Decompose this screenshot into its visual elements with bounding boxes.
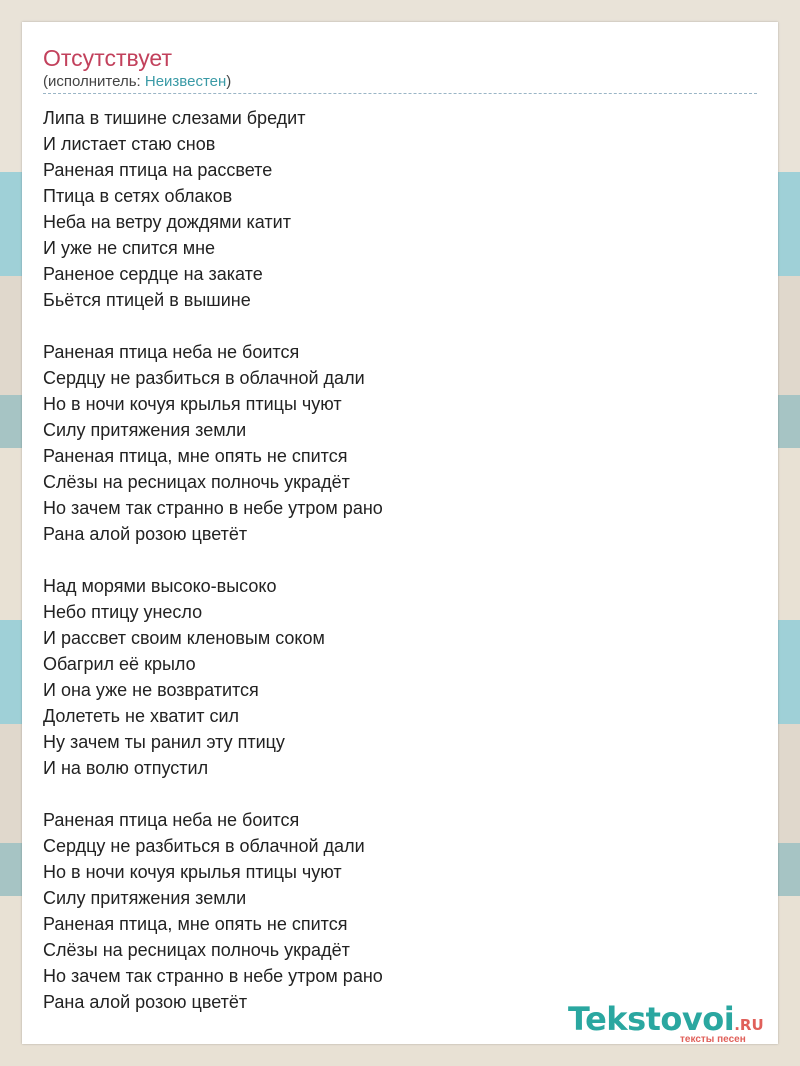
lyrics-stanza xyxy=(43,105,743,313)
logo-suffix: .RU xyxy=(734,1016,764,1034)
lyrics-line: Липа в тишине слезами бредит xyxy=(43,108,306,128)
artist-suffix: ) xyxy=(226,73,232,90)
lyrics-line: Неба на ветру дождями катит xyxy=(43,212,291,232)
title-divider xyxy=(43,93,757,94)
lyrics-line: Сердцу не разбиться в облачной дали xyxy=(43,368,365,388)
lyrics-line: Но зачем так странно в небе утром рано xyxy=(43,966,383,986)
lyrics-line: Ну зачем ты ранил эту птицу xyxy=(43,732,285,752)
logo-name: Tekstovoi xyxy=(568,1000,735,1038)
logo-tagline: тексты песен xyxy=(680,1034,746,1045)
artist-prefix: (исполнитель: xyxy=(43,73,145,90)
lyrics-line: Раненая птица, мне опять не спится xyxy=(43,914,348,934)
lyrics-line: И на волю отпустил xyxy=(43,758,209,778)
lyrics-body xyxy=(43,105,743,1041)
lyrics-line: Долететь не хватит сил xyxy=(43,706,240,726)
lyrics-stanza xyxy=(43,339,743,547)
lyrics-line: Но в ночи кочуя крылья птицы чуют xyxy=(43,394,342,414)
lyrics-line: Сердцу не разбиться в облачной дали xyxy=(43,836,365,856)
lyrics-line: Силу притяжения земли xyxy=(43,420,247,440)
lyrics-line: Небо птицу унесло xyxy=(43,602,203,622)
lyrics-line: Силу притяжения земли xyxy=(43,888,247,908)
lyrics-line: Бьётся птицей в вышине xyxy=(43,290,251,310)
lyrics-card xyxy=(22,22,778,1044)
lyrics-line: И уже не спится мне xyxy=(43,238,216,258)
song-title: Отсутствует xyxy=(43,45,172,71)
lyrics-line: Раненое сердце на закате xyxy=(43,264,263,284)
lyrics-line: Но в ночи кочуя крылья птицы чуют xyxy=(43,862,342,882)
lyrics-line: Раненая птица неба не боится xyxy=(43,810,300,830)
lyrics-line: Раненая птица, мне опять не спится xyxy=(43,446,348,466)
lyrics-line: И она уже не возвратится xyxy=(43,680,259,700)
lyrics-line: И листает стаю снов xyxy=(43,134,216,154)
artist-line xyxy=(43,73,231,91)
lyrics-line: Птица в сетях облаков xyxy=(43,186,233,206)
lyrics-line: Обагрил её крыло xyxy=(43,654,196,674)
lyrics-line: Но зачем так странно в небе утром рано xyxy=(43,498,383,518)
lyrics-line: Раненая птица неба не боится xyxy=(43,342,300,362)
lyrics-stanza xyxy=(43,807,743,1015)
lyrics-line: Рана алой розою цветёт xyxy=(43,524,248,544)
site-logo[interactable] xyxy=(568,999,778,1047)
artist-link[interactable]: Неизвестен xyxy=(144,73,227,90)
lyrics-line: Слёзы на ресницах полночь украдёт xyxy=(43,472,350,492)
lyrics-line: Слёзы на ресницах полночь украдёт xyxy=(43,940,350,960)
lyrics-line: И рассвет своим кленовым соком xyxy=(43,628,325,648)
lyrics-stanza xyxy=(43,573,743,781)
lyrics-line: Рана алой розою цветёт xyxy=(43,992,248,1012)
lyrics-line: Над морями высоко-высоко xyxy=(43,576,277,596)
lyrics-line: Раненая птица на рассвете xyxy=(43,160,273,180)
